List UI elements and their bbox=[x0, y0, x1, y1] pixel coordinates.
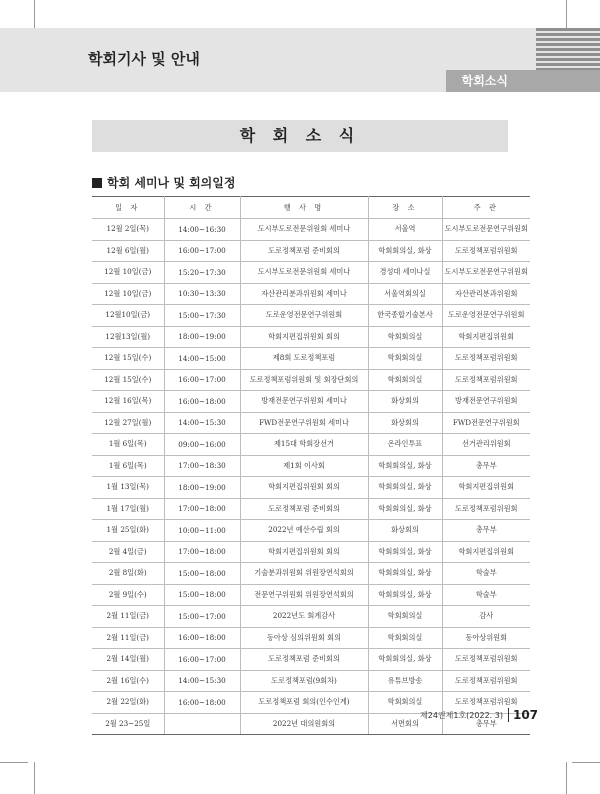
page-number: 107 bbox=[512, 708, 539, 722]
table-row bbox=[92, 326, 530, 348]
cell-date: 1월 6일(목) bbox=[92, 434, 164, 456]
cell-event: 도시부도로전문위원회 세미나 bbox=[240, 262, 368, 284]
table-row bbox=[92, 262, 530, 284]
cell-event: 도로정책포럼 준비회의 bbox=[240, 498, 368, 520]
cell-place: 온라인투표 bbox=[368, 434, 442, 456]
cell-host: 총무부 bbox=[442, 455, 530, 477]
cell-event: 2022년 예산수립 회의 bbox=[240, 520, 368, 542]
table-row bbox=[92, 627, 530, 649]
cell-host: 도로정책포럼위원회 bbox=[442, 348, 530, 370]
table-row bbox=[92, 477, 530, 499]
cell-date: 12월 6일(월) bbox=[92, 240, 164, 262]
cell-place: 학회회의실, 화상 bbox=[368, 240, 442, 262]
cell-event: 동아상 심의위원회 회의 bbox=[240, 627, 368, 649]
cell-event: 자산관리분과위원회 세미나 bbox=[240, 283, 368, 305]
cell-event: 학회지편집위원회 회의 bbox=[240, 326, 368, 348]
cell-event: 도로정책포럼 준비회의 bbox=[240, 240, 368, 262]
cell-event: 학회지편집위원회 회의 bbox=[240, 541, 368, 563]
cell-place: 학회회의실, 화상 bbox=[368, 541, 442, 563]
section-tag-label: 학회소식 bbox=[461, 74, 508, 88]
cell-host: 학회지편집위원회 bbox=[442, 541, 530, 563]
table-row bbox=[92, 606, 530, 628]
cell-event: 기술분과위원회 위원장연석회의 bbox=[240, 563, 368, 585]
cell-event: 제15대 학회장선거 bbox=[240, 434, 368, 456]
cell-place: 화상회의 bbox=[368, 391, 442, 413]
cell-event: 전문연구위원회 위원장연석회의 bbox=[240, 584, 368, 606]
cell-host: FWD전문연구위원회 bbox=[442, 412, 530, 434]
cell-date: 2월 8일(화) bbox=[92, 563, 164, 585]
cell-host: 자산관리분과위원회 bbox=[442, 283, 530, 305]
section-title: 학회기사 및 안내 bbox=[88, 50, 200, 68]
cell-host: 학술부 bbox=[442, 563, 530, 585]
table-row bbox=[92, 240, 530, 262]
cell-time: 17:00~18:00 bbox=[164, 541, 240, 563]
cell-place: 학회회의실, 화상 bbox=[368, 498, 442, 520]
cell-place: 학회회의실 bbox=[368, 692, 442, 714]
table-row bbox=[92, 541, 530, 563]
cell-event: 도로정책포럼위원회 및 회장단회의 bbox=[240, 369, 368, 391]
cell-date: 2월 11일(금) bbox=[92, 606, 164, 628]
cell-event: FWD전문연구위원회 세미나 bbox=[240, 412, 368, 434]
cell-time: 09:00~16:00 bbox=[164, 434, 240, 456]
square-bullet-icon bbox=[92, 178, 102, 188]
cell-place: 학회회의실 bbox=[368, 326, 442, 348]
cell-time: 16:00~17:00 bbox=[164, 369, 240, 391]
cell-event: 도로정책포럼 회의(인수인계) bbox=[240, 692, 368, 714]
subheading bbox=[92, 174, 235, 191]
cell-date: 2월 22일(화) bbox=[92, 692, 164, 714]
cell-place: 서면회의 bbox=[368, 713, 442, 735]
cell-event: 방재전문연구위원회 세미나 bbox=[240, 391, 368, 413]
table-row bbox=[92, 670, 530, 692]
cell-place: 한국종합기술본사 bbox=[368, 305, 442, 327]
table-row bbox=[92, 584, 530, 606]
crop-mark bbox=[0, 762, 28, 763]
table-row bbox=[92, 219, 530, 241]
cell-host: 도시부도로전문연구위원회 bbox=[442, 219, 530, 241]
cell-host: 선거관리위원회 bbox=[442, 434, 530, 456]
cell-date: 2월 23~25일 bbox=[92, 713, 164, 735]
cell-date: 12월13일(월) bbox=[92, 326, 164, 348]
column-header-event: 행 사 명 bbox=[240, 197, 368, 219]
cell-date: 12월 27일(월) bbox=[92, 412, 164, 434]
cell-place: 학회회의실, 화상 bbox=[368, 563, 442, 585]
cell-host: 총무부 bbox=[442, 713, 530, 735]
cell-host: 도로운영전문연구위원회 bbox=[442, 305, 530, 327]
cell-time: 10:30~13:30 bbox=[164, 283, 240, 305]
table-body bbox=[92, 219, 530, 735]
cell-date: 2월 4일(금) bbox=[92, 541, 164, 563]
cell-time: 14:00~15:30 bbox=[164, 412, 240, 434]
cell-date: 12월 10일(금) bbox=[92, 262, 164, 284]
cell-time: 10:00~11:00 bbox=[164, 520, 240, 542]
cell-time: 18:00~19:00 bbox=[164, 477, 240, 499]
cell-host: 도시부도로전문연구위원회 bbox=[442, 262, 530, 284]
cell-event: 학회지편집위원회 회의 bbox=[240, 477, 368, 499]
cell-time: 17:00~18:00 bbox=[164, 498, 240, 520]
table-row bbox=[92, 434, 530, 456]
cell-host: 도로정책포럼위원회 bbox=[442, 692, 530, 714]
table-row bbox=[92, 563, 530, 585]
crop-mark bbox=[572, 762, 600, 763]
cell-time: 16:00~17:00 bbox=[164, 240, 240, 262]
cell-date: 12월10일(금) bbox=[92, 305, 164, 327]
crop-mark bbox=[566, 762, 567, 794]
cell-place: 학회회의실 bbox=[368, 348, 442, 370]
cell-date: 2월 11일(금) bbox=[92, 627, 164, 649]
table-row bbox=[92, 520, 530, 542]
cell-event: 도로운영전문연구위원회 bbox=[240, 305, 368, 327]
column-header-place: 장 소 bbox=[368, 197, 442, 219]
cell-time: 15:00~18:00 bbox=[164, 563, 240, 585]
cell-host: 총무부 bbox=[442, 520, 530, 542]
table-header-row bbox=[92, 197, 530, 219]
cell-place: 학회회의실, 화상 bbox=[368, 455, 442, 477]
crop-mark bbox=[566, 0, 567, 28]
crop-mark bbox=[34, 762, 35, 794]
table-row bbox=[92, 348, 530, 370]
cell-event: 제1회 이사회 bbox=[240, 455, 368, 477]
cell-place: 학회회의실, 화상 bbox=[368, 584, 442, 606]
cell-host: 감사 bbox=[442, 606, 530, 628]
page-title: 학 회 소 식 bbox=[92, 120, 508, 152]
column-header-time: 시 간 bbox=[164, 197, 240, 219]
cell-event: 제8회 도로정책포럼 bbox=[240, 348, 368, 370]
cell-host: 동아상위원회 bbox=[442, 627, 530, 649]
cell-time: 16:00~18:00 bbox=[164, 391, 240, 413]
cell-time: 14:00~15:00 bbox=[164, 348, 240, 370]
column-header-date: 일 자 bbox=[92, 197, 164, 219]
cell-time: 15:20~17:30 bbox=[164, 262, 240, 284]
cell-host: 도로정책포럼위원회 bbox=[442, 369, 530, 391]
cell-host: 도로정책포럼위원회 bbox=[442, 240, 530, 262]
cell-place: 학회회의실, 화상 bbox=[368, 649, 442, 671]
cell-event: 도로정책포럼 준비회의 bbox=[240, 649, 368, 671]
table-row bbox=[92, 649, 530, 671]
cell-time: 17:00~18:30 bbox=[164, 455, 240, 477]
cell-date: 1월 6일(목) bbox=[92, 455, 164, 477]
table-row bbox=[92, 305, 530, 327]
page-footer bbox=[420, 708, 538, 722]
schedule-table bbox=[92, 196, 530, 735]
cell-host: 도로정책포럼위원회 bbox=[442, 649, 530, 671]
cell-host: 학술부 bbox=[442, 584, 530, 606]
cell-place: 화상회의 bbox=[368, 412, 442, 434]
cell-event: 2022년 대의원회의 bbox=[240, 713, 368, 735]
cell-host: 도로정책포럼위원회 bbox=[442, 670, 530, 692]
cell-date: 1월 25일(화) bbox=[92, 520, 164, 542]
section-tag bbox=[446, 70, 600, 92]
cell-date: 12월 2일(목) bbox=[92, 219, 164, 241]
cell-time: 18:00~19:00 bbox=[164, 326, 240, 348]
table-row bbox=[92, 498, 530, 520]
cell-time: 16:00~18:00 bbox=[164, 692, 240, 714]
cell-event: 도시부도로전문위원회 세미나 bbox=[240, 219, 368, 241]
cell-place: 화상회의 bbox=[368, 520, 442, 542]
cell-event: 도로정책포럼(9회차) bbox=[240, 670, 368, 692]
cell-date: 2월 9일(수) bbox=[92, 584, 164, 606]
cell-place: 서울역 bbox=[368, 219, 442, 241]
cell-host: 도로정책포럼위원회 bbox=[442, 498, 530, 520]
cell-host: 방재전문연구위원회 bbox=[442, 391, 530, 413]
cell-place: 학회회의실, 화상 bbox=[368, 477, 442, 499]
cell-date: 12월 15일(수) bbox=[92, 369, 164, 391]
cell-place: 학회회의실 bbox=[368, 606, 442, 628]
cell-event: 2022년도 회계감사 bbox=[240, 606, 368, 628]
cell-place: 경성대 세미나실 bbox=[368, 262, 442, 284]
cell-place: 학회회의실 bbox=[368, 369, 442, 391]
cell-place: 학회회의실 bbox=[368, 627, 442, 649]
cell-time: 16:00~18:00 bbox=[164, 627, 240, 649]
footer-divider bbox=[508, 708, 509, 722]
decorative-stripes bbox=[536, 28, 600, 76]
cell-time: 14:00~16:30 bbox=[164, 219, 240, 241]
cell-place: 서울역회의실 bbox=[368, 283, 442, 305]
cell-date: 12월 15일(수) bbox=[92, 348, 164, 370]
cell-time: 15:00~17:00 bbox=[164, 606, 240, 628]
table-row bbox=[92, 391, 530, 413]
cell-date: 2월 14일(월) bbox=[92, 649, 164, 671]
subheading-text: 학회 세미나 및 회의일정 bbox=[107, 176, 236, 190]
cell-time: 15:00~17:30 bbox=[164, 305, 240, 327]
cell-time: 16:00~17:00 bbox=[164, 649, 240, 671]
cell-date: 12월 16일(목) bbox=[92, 391, 164, 413]
crop-mark bbox=[34, 0, 35, 28]
table-row bbox=[92, 455, 530, 477]
table-row bbox=[92, 412, 530, 434]
table-row bbox=[92, 369, 530, 391]
table-row bbox=[92, 283, 530, 305]
cell-date: 1월 17일(월) bbox=[92, 498, 164, 520]
issue-label: 제24권제1호(2022. 3) bbox=[420, 710, 503, 720]
cell-host: 학회지편집위원회 bbox=[442, 477, 530, 499]
cell-date: 1월 13일(목) bbox=[92, 477, 164, 499]
cell-host: 학회지편집위원회 bbox=[442, 326, 530, 348]
cell-time: 14:00~15:30 bbox=[164, 670, 240, 692]
cell-place: 유튜브방송 bbox=[368, 670, 442, 692]
cell-time bbox=[164, 713, 240, 735]
cell-time: 15:00~18:00 bbox=[164, 584, 240, 606]
column-header-host: 주 관 bbox=[442, 197, 530, 219]
cell-date: 12월 10일(금) bbox=[92, 283, 164, 305]
cell-date: 2월 16일(수) bbox=[92, 670, 164, 692]
